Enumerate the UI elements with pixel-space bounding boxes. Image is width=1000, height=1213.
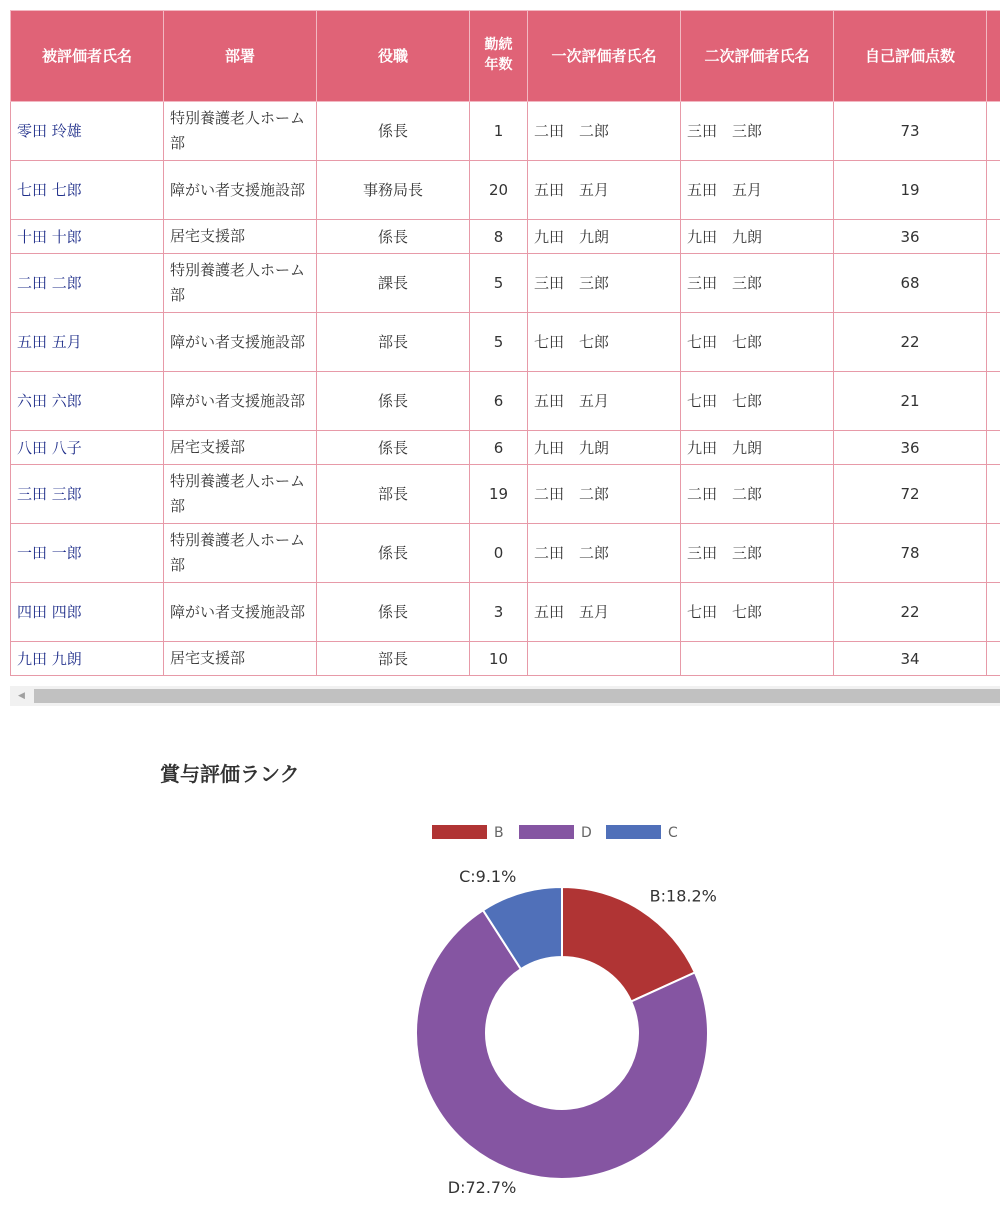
cell-department: 特別養護老人ホーム部 [164, 465, 317, 524]
cell-evaluatee-name[interactable]: 零田 玲雄 [11, 102, 164, 161]
cell-position: 係長 [317, 524, 470, 583]
donut-slices [416, 887, 708, 1179]
cell-position: 部長 [317, 465, 470, 524]
cell-evaluatee-name[interactable]: 二田 二郎 [11, 254, 164, 313]
cell-self-score: 78 [834, 524, 987, 583]
cell-years: 20 [470, 161, 528, 220]
table-row [11, 524, 1000, 583]
header-position[interactable]: 役職 [317, 11, 470, 102]
evaluation-table-container [10, 10, 1000, 682]
bonus-rank-donut-chart [0, 800, 1000, 1213]
cell-evaluatee-name[interactable]: 四田 四郎 [11, 583, 164, 642]
cell-position: 部長 [317, 313, 470, 372]
cell-next-column [987, 583, 1000, 642]
cell-evaluatee-name[interactable]: 五田 五月 [11, 313, 164, 372]
legend-label-d[interactable]: D [581, 825, 592, 841]
cell-department: 居宅支援部 [164, 642, 317, 676]
slice-label-d: D:72.7% [447, 1177, 517, 1197]
cell-evaluatee-name[interactable]: 三田 三郎 [11, 465, 164, 524]
cell-years: 1 [470, 102, 528, 161]
cell-primary-evaluator: 二田 二郎 [528, 524, 681, 583]
cell-primary-evaluator [528, 642, 681, 676]
cell-next-column [987, 524, 1000, 583]
scrollbar-thumb[interactable] [34, 689, 1000, 703]
cell-years: 5 [470, 254, 528, 313]
cell-years: 0 [470, 524, 528, 583]
cell-years: 19 [470, 465, 528, 524]
cell-department: 特別養護老人ホーム部 [164, 524, 317, 583]
legend-swatch-b[interactable] [432, 825, 487, 839]
cell-next-column [987, 220, 1000, 254]
cell-next-column [987, 642, 1000, 676]
cell-evaluatee-name[interactable]: 九田 九朗 [11, 642, 164, 676]
table-row [11, 465, 1000, 524]
chart-legend [432, 825, 678, 841]
cell-position: 係長 [317, 583, 470, 642]
cell-secondary-evaluator: 七田 七郎 [681, 372, 834, 431]
header-secondary-evaluator[interactable]: 二次評価者氏名 [681, 11, 834, 102]
cell-next-column [987, 431, 1000, 465]
cell-next-column [987, 102, 1000, 161]
header-department[interactable]: 部署 [164, 11, 317, 102]
legend-swatch-d[interactable] [519, 825, 574, 839]
cell-self-score: 22 [834, 583, 987, 642]
scroll-left-arrow-icon[interactable]: ◀ [18, 691, 25, 701]
cell-years: 6 [470, 372, 528, 431]
table-row [11, 220, 1000, 254]
cell-department: 障がい者支援施設部 [164, 161, 317, 220]
evaluation-table [10, 10, 1000, 676]
cell-next-column [987, 372, 1000, 431]
cell-primary-evaluator: 二田 二郎 [528, 465, 681, 524]
legend-swatch-c[interactable] [606, 825, 661, 839]
horizontal-scrollbar[interactable] [10, 686, 1000, 706]
cell-secondary-evaluator: 三田 三郎 [681, 102, 834, 161]
table-row [11, 254, 1000, 313]
cell-self-score: 21 [834, 372, 987, 431]
cell-position: 係長 [317, 372, 470, 431]
cell-next-column [987, 465, 1000, 524]
cell-primary-evaluator: 三田 三郎 [528, 254, 681, 313]
cell-self-score: 36 [834, 431, 987, 465]
cell-department: 特別養護老人ホーム部 [164, 254, 317, 313]
table-row [11, 161, 1000, 220]
slice-label-b: B:18.2% [649, 886, 717, 906]
cell-department: 障がい者支援施設部 [164, 313, 317, 372]
cell-evaluatee-name[interactable]: 七田 七郎 [11, 161, 164, 220]
header-primary-evaluator[interactable]: 一次評価者氏名 [528, 11, 681, 102]
cell-department: 特別養護老人ホーム部 [164, 102, 317, 161]
cell-evaluatee-name[interactable]: 六田 六郎 [11, 372, 164, 431]
table-row [11, 102, 1000, 161]
legend-label-b[interactable]: B [494, 825, 504, 841]
cell-department: 居宅支援部 [164, 220, 317, 254]
cell-evaluatee-name[interactable]: 一田 一郎 [11, 524, 164, 583]
cell-position: 係長 [317, 220, 470, 254]
cell-secondary-evaluator: 九田 九朗 [681, 220, 834, 254]
cell-evaluatee-name[interactable]: 十田 十郎 [11, 220, 164, 254]
table-row [11, 583, 1000, 642]
cell-secondary-evaluator: 三田 三郎 [681, 524, 834, 583]
cell-self-score: 22 [834, 313, 987, 372]
cell-secondary-evaluator: 三田 三郎 [681, 254, 834, 313]
cell-years: 3 [470, 583, 528, 642]
cell-years: 8 [470, 220, 528, 254]
cell-primary-evaluator: 九田 九朗 [528, 220, 681, 254]
cell-self-score: 72 [834, 465, 987, 524]
cell-department: 障がい者支援施設部 [164, 583, 317, 642]
cell-self-score: 68 [834, 254, 987, 313]
cell-secondary-evaluator: 七田 七郎 [681, 583, 834, 642]
cell-evaluatee-name[interactable]: 八田 八子 [11, 431, 164, 465]
cell-department: 居宅支援部 [164, 431, 317, 465]
table-row [11, 642, 1000, 676]
cell-self-score: 19 [834, 161, 987, 220]
cell-next-column [987, 161, 1000, 220]
cell-position: 部長 [317, 642, 470, 676]
chart-title: 賞与評価ランク [160, 762, 300, 786]
cell-primary-evaluator: 五田 五月 [528, 372, 681, 431]
cell-years: 5 [470, 313, 528, 372]
header-next-column[interactable] [987, 11, 1000, 102]
table-row [11, 313, 1000, 372]
cell-primary-evaluator: 九田 九朗 [528, 431, 681, 465]
cell-primary-evaluator: 七田 七郎 [528, 313, 681, 372]
cell-next-column [987, 254, 1000, 313]
cell-secondary-evaluator: 七田 七郎 [681, 313, 834, 372]
cell-years: 10 [470, 642, 528, 676]
cell-position: 係長 [317, 431, 470, 465]
cell-next-column [987, 313, 1000, 372]
table-row [11, 431, 1000, 465]
cell-secondary-evaluator [681, 642, 834, 676]
header-self-score[interactable]: 自己評価点数 [834, 11, 987, 102]
header-evaluatee-name[interactable]: 被評価者氏名 [11, 11, 164, 102]
header-years-of-service[interactable]: 勤続 年数 [470, 11, 528, 102]
cell-secondary-evaluator: 五田 五月 [681, 161, 834, 220]
legend-label-c[interactable]: C [668, 825, 678, 841]
cell-secondary-evaluator: 二田 二郎 [681, 465, 834, 524]
table-row [11, 372, 1000, 431]
cell-primary-evaluator: 二田 二郎 [528, 102, 681, 161]
cell-position: 事務局長 [317, 161, 470, 220]
cell-self-score: 34 [834, 642, 987, 676]
cell-position: 係長 [317, 102, 470, 161]
cell-secondary-evaluator: 九田 九朗 [681, 431, 834, 465]
cell-primary-evaluator: 五田 五月 [528, 583, 681, 642]
cell-department: 障がい者支援施設部 [164, 372, 317, 431]
slice-label-c: C:9.1% [459, 867, 517, 887]
cell-self-score: 36 [834, 220, 987, 254]
cell-years: 6 [470, 431, 528, 465]
cell-self-score: 73 [834, 102, 987, 161]
cell-position: 課長 [317, 254, 470, 313]
table-header-row [11, 11, 1000, 102]
cell-primary-evaluator: 五田 五月 [528, 161, 681, 220]
